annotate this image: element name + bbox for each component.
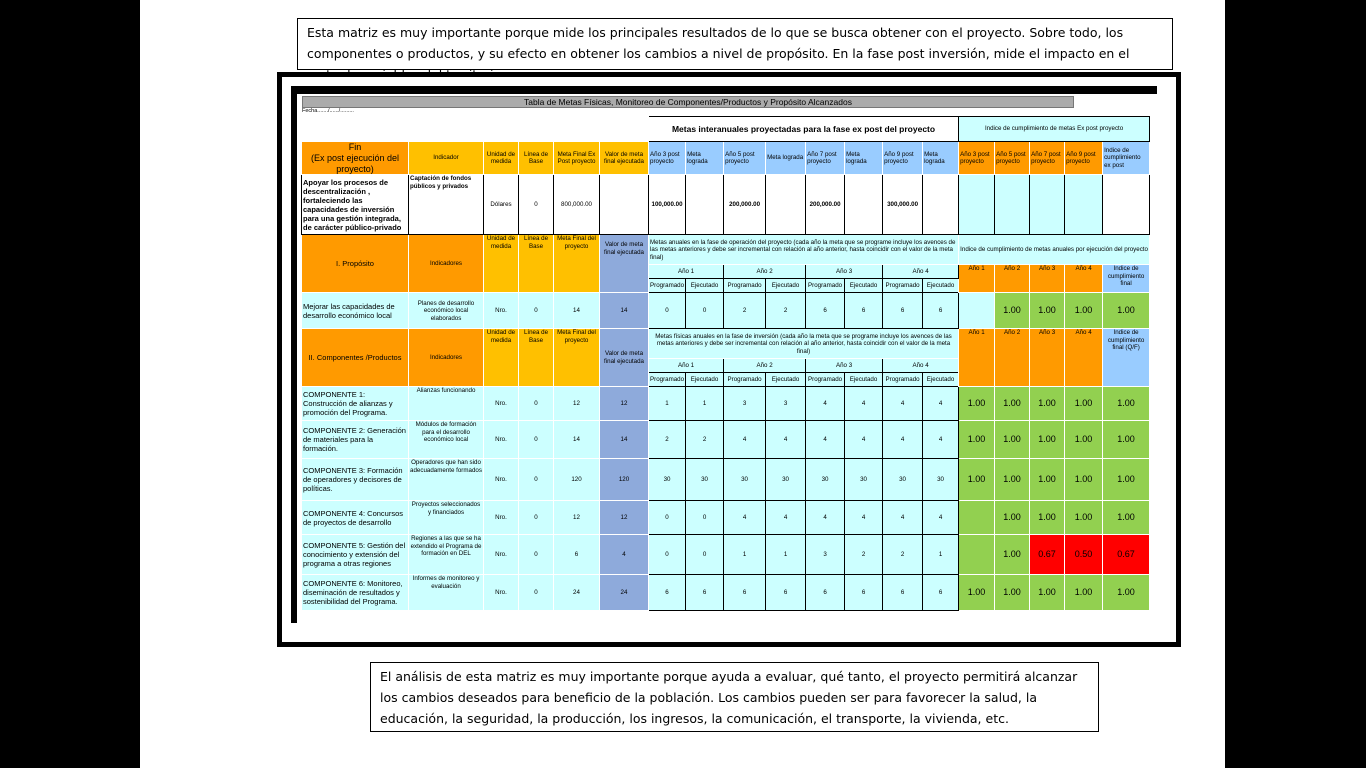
prog-label: Programado — [806, 279, 845, 293]
fin-indice-header: Año 9 post proyecto — [1065, 142, 1103, 175]
componente-indice: 1.00 — [1065, 421, 1103, 459]
componente-linea: 0 — [519, 421, 554, 459]
componente-value: 1 — [649, 387, 686, 421]
componente-indice: 1.00 — [1103, 575, 1150, 611]
componente-value: 4 — [923, 421, 959, 459]
ejec-label: Ejecutado — [845, 279, 883, 293]
componente-indice: 1.00 — [995, 535, 1030, 575]
fin-anio-header: Año 7 post proyecto — [806, 142, 845, 175]
componente-indicador: Informes de monitoreo y evaluación — [409, 575, 484, 611]
componente-indice: 1.00 — [1103, 501, 1150, 535]
indice-ex-post-header: Indice de cumplimiento de metas Ex post proyecto — [959, 117, 1150, 142]
componente-value: 4 — [883, 421, 923, 459]
componente-value: 30 — [845, 459, 883, 501]
componentes-year: Año 2 — [724, 359, 806, 373]
proposito-value: 2 — [724, 293, 766, 329]
componente-row — [302, 575, 1150, 611]
proposito-indice-year: Año 2 — [995, 265, 1030, 293]
componente-value: 4 — [845, 501, 883, 535]
ejec-label: Ejecutado — [686, 279, 724, 293]
componentes-indice-year: Año 4 — [1065, 329, 1103, 387]
proposito-value: 2 — [766, 293, 806, 329]
componente-value: 30 — [766, 459, 806, 501]
proposito-value: 0 — [649, 293, 686, 329]
componente-indice: 0.67 — [1103, 535, 1150, 575]
componente-indicador: Módulos de formación para el desarrollo económico local — [409, 421, 484, 459]
proposito-unidad: Nro. — [484, 293, 519, 329]
componente-value: 6 — [806, 575, 845, 611]
proposito-year: Año 2 — [724, 265, 806, 279]
componente-indice: 1.00 — [1065, 459, 1103, 501]
proposito-indice: 1.00 — [995, 293, 1030, 329]
componente-value: 4 — [766, 421, 806, 459]
componente-indice: 0.67 — [1030, 535, 1065, 575]
fin-anio-header: Meta lograda — [686, 142, 724, 175]
componente-value: 30 — [883, 459, 923, 501]
componente-label: COMPONENTE 2: Generación de materiales para la formación. — [302, 421, 409, 459]
prog-label: Programado — [883, 373, 923, 387]
componentes-indice-final: Indice de cumplimiento final (Q/F) — [1103, 329, 1150, 387]
fin-linea-header: Línea de Base — [519, 142, 554, 175]
componentes-header: II. Componentes /Productos — [302, 329, 409, 387]
bottom-note: El análisis de esta matriz es muy importante porque ayuda a evaluar, qué tanto, el proyecto permitirá alcanzar los cambios deseados para beneficio de la población. Los cambios pueden ser para favorecer la salud, la educación, la seguridad, la producción, los ingresos, la comunicación, el transporte, la vivienda, etc. — [370, 662, 1099, 732]
componente-meta-final: 12 — [554, 501, 600, 535]
componente-valor: 4 — [600, 535, 649, 575]
fin-indice-header: Indice de cumplimiento ex post — [1103, 142, 1150, 175]
ejec-label: Ejecutado — [766, 373, 806, 387]
componente-indice: 1.00 — [959, 421, 995, 459]
componente-indice: 1.00 — [959, 387, 995, 421]
proposito-meta-final: 14 — [554, 293, 600, 329]
proposito-unidad-header: Unidad de medida — [484, 235, 519, 293]
componente-value: 4 — [766, 501, 806, 535]
componente-valor: 120 — [600, 459, 649, 501]
proposito-year: Año 1 — [649, 265, 724, 279]
componente-value: 3 — [806, 535, 845, 575]
fin-unidad: Dólares — [484, 175, 519, 235]
top-note: Esta matriz es muy importante porque mide los principales resultados de lo que se busca obtener con el proyecto. Sobre todo, los componentes o productos, y su efecto en obtener los cambios a nivel de propósito. En la fase post inversión, mide el impacto en el — [297, 18, 1173, 70]
proposito-header: I. Propósito — [302, 235, 409, 293]
proposito-indice-year: Año 4 — [1065, 265, 1103, 293]
componente-meta-final: 120 — [554, 459, 600, 501]
componente-value: 0 — [686, 535, 724, 575]
componente-value: 4 — [724, 421, 766, 459]
componente-value: 4 — [724, 501, 766, 535]
prog-label: Programado — [724, 279, 766, 293]
componentes-rows — [302, 387, 1150, 611]
componente-linea: 0 — [519, 459, 554, 501]
componente-value: 4 — [806, 501, 845, 535]
goals-table — [301, 116, 1150, 611]
componente-indice: 1.00 — [995, 501, 1030, 535]
componente-meta-final: 12 — [554, 387, 600, 421]
componentes-indice-year: Año 3 — [1030, 329, 1065, 387]
fin-anio-header: Año 9 post proyecto — [883, 142, 923, 175]
ejec-label: Ejecutado — [923, 279, 959, 293]
componente-value: 6 — [724, 575, 766, 611]
componente-value: 0 — [649, 535, 686, 575]
proposito-valor: 14 — [600, 293, 649, 329]
proposito-indice-text: Indice de cumplimiento de metas anuales por ejecución del proyecto — [959, 235, 1150, 265]
ejec-label: Ejecutado — [686, 373, 724, 387]
componentes-year: Año 4 — [883, 359, 959, 373]
fin-linea: 0 — [519, 175, 554, 235]
table-frame — [277, 72, 1181, 647]
componentes-indice-year: Año 2 — [995, 329, 1030, 387]
componente-indice: 1.00 — [959, 459, 995, 501]
componente-indice: 1.00 — [1103, 459, 1150, 501]
componente-value: 4 — [806, 421, 845, 459]
componente-meta-final: 14 — [554, 421, 600, 459]
componentes-linea-header: Línea de Base — [519, 329, 554, 387]
fin-anio-header: Año 5 post proyecto — [724, 142, 766, 175]
fin-value — [766, 175, 806, 235]
componente-value: 4 — [845, 421, 883, 459]
componentes-metas-text: Metas físicas anuales en la fase de inversión (cada año la meta que se programe incluye los avences de las metas anteriores y debe ser incremental con relación al año anterior, hasta coincidir con el valor de la meta final) — [649, 329, 959, 359]
componente-value: 6 — [686, 575, 724, 611]
componente-unidad: Nro. — [484, 387, 519, 421]
ejec-label: Ejecutado — [845, 373, 883, 387]
componente-row — [302, 387, 1150, 421]
componente-row — [302, 421, 1150, 459]
componente-unidad: Nro. — [484, 459, 519, 501]
componente-linea: 0 — [519, 501, 554, 535]
proposito-meta-final-header: Meta Final del proyecto — [554, 235, 600, 293]
proposito-label: Mejorar las capacidades de desarrollo económico local — [302, 293, 409, 329]
proposito-indice — [959, 293, 995, 329]
fin-value: 200,000.00 — [724, 175, 766, 235]
componente-value: 3 — [766, 387, 806, 421]
componente-meta-final: 6 — [554, 535, 600, 575]
fin-value — [845, 175, 883, 235]
proposito-indice-year: Año 1 — [959, 265, 995, 293]
fin-label: Apoyar los procesos de descentralización , fortaleciendo las capacidades de inversión para una gestión integrada, de carácter público-privado — [302, 175, 409, 235]
componente-value: 4 — [883, 387, 923, 421]
prog-label: Programado — [724, 373, 766, 387]
componente-value: 6 — [649, 575, 686, 611]
ejec-label: Ejecutado — [923, 373, 959, 387]
componente-value: 4 — [845, 387, 883, 421]
componentes-indicador-header: Indicadores — [409, 329, 484, 387]
componente-value: 6 — [766, 575, 806, 611]
componentes-valor-header: Valor de meta final ejecutada — [600, 329, 649, 387]
fin-meta-final-header: Meta Final Ex Post proyecto — [554, 142, 600, 175]
componente-value: 4 — [883, 501, 923, 535]
componente-indicador: Alianzas funcionando — [409, 387, 484, 421]
componente-indice: 1.00 — [959, 575, 995, 611]
fin-value: 100,000.00 — [649, 175, 686, 235]
prog-label: Programado — [649, 373, 686, 387]
prog-label: Programado — [883, 279, 923, 293]
fin-indice — [1065, 175, 1103, 235]
proposito-indicador-header: Indicadores — [409, 235, 484, 293]
componente-value: 1 — [686, 387, 724, 421]
componente-label: COMPONENTE 3: Formación de operadores y decisores de políticas. — [302, 459, 409, 501]
componente-linea: 0 — [519, 575, 554, 611]
componentes-year: Año 3 — [806, 359, 883, 373]
proposito-valor-header: Valor de meta final ejecutada — [600, 235, 649, 293]
componente-indice: 1.00 — [1030, 387, 1065, 421]
componente-value: 6 — [923, 575, 959, 611]
fin-value: 300,000.00 — [883, 175, 923, 235]
fin-indice — [1103, 175, 1150, 235]
fin-meta-final: 800,000.00 — [554, 175, 600, 235]
componente-indicador: Proyectos seleccionados y financiados — [409, 501, 484, 535]
fin-value — [686, 175, 724, 235]
componente-indice: 1.00 — [995, 459, 1030, 501]
componente-value: 0 — [686, 501, 724, 535]
fin-value — [923, 175, 959, 235]
table-title: Tabla de Metas Físicas, Monitoreo de Componentes/Productos y Propósito Alcanzados — [302, 96, 1074, 108]
componentes-year: Año 1 — [649, 359, 724, 373]
componentes-unidad-header: Unidad de medida — [484, 329, 519, 387]
componente-unidad: Nro. — [484, 575, 519, 611]
fin-valor — [600, 175, 649, 235]
componente-linea: 0 — [519, 387, 554, 421]
componente-row — [302, 501, 1150, 535]
componente-value: 1 — [766, 535, 806, 575]
componente-indice: 1.00 — [1030, 459, 1065, 501]
fin-valor-header: Valor de meta final ejecutada — [600, 142, 649, 175]
componente-label: COMPONENTE 4: Concursos de proyectos de desarrollo — [302, 501, 409, 535]
prog-label: Programado — [649, 279, 686, 293]
componente-valor: 12 — [600, 387, 649, 421]
componente-indice: 1.00 — [1030, 501, 1065, 535]
proposito-value: 6 — [923, 293, 959, 329]
componente-value: 4 — [923, 387, 959, 421]
componentes-indice-year: Año 1 — [959, 329, 995, 387]
componente-linea: 0 — [519, 535, 554, 575]
fin-indice-header: Año 3 post proyecto — [959, 142, 995, 175]
ejec-label: Ejecutado — [766, 279, 806, 293]
fin-indice-header: Año 5 post proyecto — [995, 142, 1030, 175]
proposito-metas-text: Metas anuales en la fase de operación del proyecto (cada año la meta que se programe incluye los avences de las metas anteriores y debe ser incremental con relación al año anterior, hasta coincidir con el valor de la meta final) — [649, 235, 959, 265]
componente-value: 2 — [883, 535, 923, 575]
proposito-value: 0 — [686, 293, 724, 329]
componente-value: 30 — [649, 459, 686, 501]
componente-meta-final: 24 — [554, 575, 600, 611]
componente-value: 6 — [845, 575, 883, 611]
componente-value: 1 — [923, 535, 959, 575]
componente-indice: 1.00 — [995, 387, 1030, 421]
componente-value: 3 — [724, 387, 766, 421]
fin-indice — [995, 175, 1030, 235]
componente-indice — [959, 501, 995, 535]
componente-label: COMPONENTE 6: Monitoreo, diseminación de resultados y sostenibilidad del Programa. — [302, 575, 409, 611]
metas-interanuales-header: Metas interanuales proyectadas para la fase ex post del proyecto — [649, 117, 959, 142]
fin-anio-header: Meta lograda — [845, 142, 883, 175]
componente-indice: 0.50 — [1065, 535, 1103, 575]
proposito-indice-year: Año 3 — [1030, 265, 1065, 293]
componente-indice — [959, 535, 995, 575]
fin-anio-header: Año 3 post proyecto — [649, 142, 686, 175]
componente-row — [302, 535, 1150, 575]
proposito-value: 6 — [883, 293, 923, 329]
componente-value: 4 — [923, 501, 959, 535]
componente-value: 2 — [686, 421, 724, 459]
fin-unidad-header: Unidad de medida — [484, 142, 519, 175]
fin-indice — [1030, 175, 1065, 235]
componente-row — [302, 459, 1150, 501]
proposito-value: 6 — [845, 293, 883, 329]
proposito-indice: 1.00 — [1065, 293, 1103, 329]
proposito-value: 6 — [806, 293, 845, 329]
componente-valor: 14 — [600, 421, 649, 459]
componente-unidad: Nro. — [484, 501, 519, 535]
componente-value: 30 — [923, 459, 959, 501]
fin-anio-header: Meta lograda — [766, 142, 806, 175]
fin-header: Fin (Ex post ejecución del proyecto) — [302, 142, 409, 175]
slide-page — [140, 0, 1225, 768]
componente-indice: 1.00 — [1065, 501, 1103, 535]
proposito-linea: 0 — [519, 293, 554, 329]
componente-value: 0 — [649, 501, 686, 535]
proposito-year: Año 3 — [806, 265, 883, 279]
fin-anio-header: Meta lograda — [923, 142, 959, 175]
componente-indice: 1.00 — [1030, 421, 1065, 459]
componente-value: 30 — [724, 459, 766, 501]
componente-value: 2 — [649, 421, 686, 459]
proposito-indicador: Planes de desarrollo económico local elaborados — [409, 293, 484, 329]
componente-valor: 12 — [600, 501, 649, 535]
componente-indice: 1.00 — [995, 421, 1030, 459]
fin-indicador: Captación de fondos públicos y privados — [409, 175, 484, 235]
prog-label: Programado — [806, 373, 845, 387]
componente-indicador: Regiones a las que se ha extendido el Programa de formación en DEL — [409, 535, 484, 575]
componente-label: COMPONENTE 5: Gestión del conocimiento y extensión del programa a otras regiones — [302, 535, 409, 575]
proposito-indice: 1.00 — [1030, 293, 1065, 329]
componente-unidad: Nro. — [484, 421, 519, 459]
componente-indice: 1.00 — [1065, 575, 1103, 611]
fin-indicador-header: Indicador — [409, 142, 484, 175]
componente-value: 2 — [845, 535, 883, 575]
componentes-meta-final-header: Meta Final del proyecto — [554, 329, 600, 387]
fin-indice — [959, 175, 995, 235]
spreadsheet-image — [297, 94, 1159, 625]
componente-value: 30 — [686, 459, 724, 501]
componente-indice: 1.00 — [1103, 421, 1150, 459]
componente-indice: 1.00 — [995, 575, 1030, 611]
componente-value: 30 — [806, 459, 845, 501]
componente-value: 1 — [724, 535, 766, 575]
fecha-label: Fecha......./....../......... — [302, 108, 354, 114]
componente-label: COMPONENTE 1: Construcción de alianzas y promoción del Programa. — [302, 387, 409, 421]
componente-value: 6 — [883, 575, 923, 611]
fin-value: 200,000.00 — [806, 175, 845, 235]
proposito-year: Año 4 — [883, 265, 959, 279]
fin-indice-header: Año 7 post proyecto — [1030, 142, 1065, 175]
proposito-indice-final: Indice de cumplimiento final — [1103, 265, 1150, 293]
componente-value: 4 — [806, 387, 845, 421]
componente-indice: 1.00 — [1065, 387, 1103, 421]
proposito-indice: 1.00 — [1103, 293, 1150, 329]
componente-indice: 1.00 — [1030, 575, 1065, 611]
componente-valor: 24 — [600, 575, 649, 611]
componente-unidad: Nro. — [484, 535, 519, 575]
componente-indicador: Operadores que han sido adecuadamente formados — [409, 459, 484, 501]
proposito-linea-header: Línea de Base — [519, 235, 554, 293]
componente-indice: 1.00 — [1103, 387, 1150, 421]
